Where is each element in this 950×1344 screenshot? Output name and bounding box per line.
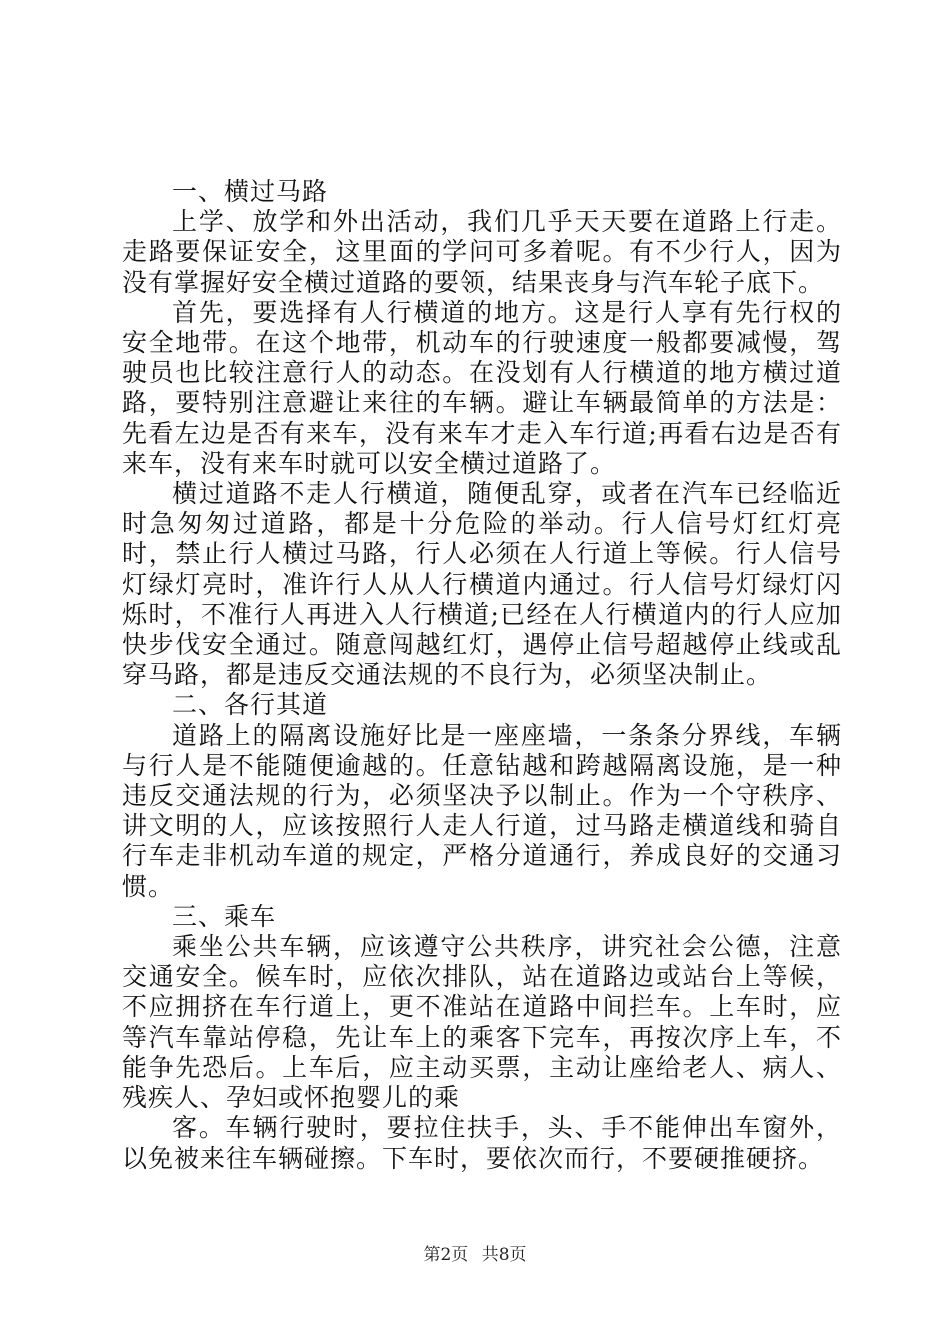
paragraph: 乘坐公共车辆，应该遵守公共秩序，讲究社会公德，注意交通安全。候车时，应依次排队，站在道路边或站台上等候，不应拥挤在车行道上，更不准站在道路中间拦车。上车时，应等汽车靠站停稳，先让车上的乘客下完车，再按次序上车，不能争先恐后。上车后，应主动买票，主动让座给老人、病人、残疾人、孕妇或怀抱婴儿的乘 <box>122 932 842 1113</box>
section-heading: 三、乘车 <box>172 901 277 931</box>
page-total: 共8页 <box>481 1245 527 1265</box>
paragraph: 首先，要选择有人行横道的地方。这是行人享有先行权的安全地带。在这个地带，机动车的行驶速度一般都要减慢，驾驶员也比较注意行人的动态。在没划有人行横道的地方横过道路，要特别注意避让来往的车辆。避让车辆最简单的方法是：先看左边是否有来车，没有来车才走入车行道;再看右边是否有来车，没有来车时就可以安全横过道路了。 <box>122 297 842 478</box>
section-heading: 二、各行其道 <box>172 690 329 720</box>
paragraph: 道路上的隔离设施好比是一座座墙，一条条分界线，车辆与行人是不能随便逾越的。任意钻越和跨越隔离设施，是一种违反交通法规的行为，必须坚决予以制止。作为一个守秩序、讲文明的人，应该按照行人走人行道，过马路走横道线和骑自行车走非机动车道的规定，严格分道通行，养成良好的交通习惯。 <box>122 720 842 901</box>
page-number: 第2页 <box>423 1245 469 1265</box>
paragraph: 横过道路不走人行横道，随便乱穿，或者在汽车已经临近时急匆匆过道路，都是十分危险的举动。行人信号灯红灯亮时，禁止行人横过马路，行人必须在人行道上等候。行人信号灯绿灯亮时，准许行人从人行横道内通过。行人信号灯绿灯闪烁时，不准行人再进入人行横道;已经在人行横道内的行人应加快步伐安全通过。随意闯越红灯，遇停止信号超越停止线或乱穿马路，都是违反交通法规的不良行为，必须坚决制止。 <box>122 479 842 690</box>
page-footer <box>0 1240 950 1265</box>
paragraph: 客。车辆行驶时，要拉住扶手，头、手不能伸出车窗外，以免被来往车辆碰擦。下车时，要依次而行，不要硬推硬挤。 <box>122 1113 842 1173</box>
document-body <box>122 177 842 1174</box>
paragraph: 上学、放学和外出活动，我们几乎天天要在道路上行走。走路要保证安全，这里面的学问可多着呢。有不少行人，因为没有掌握好安全横过道路的要领，结果丧身与汽车轮子底下。 <box>122 207 842 297</box>
section-heading: 一、横过马路 <box>172 177 329 206</box>
